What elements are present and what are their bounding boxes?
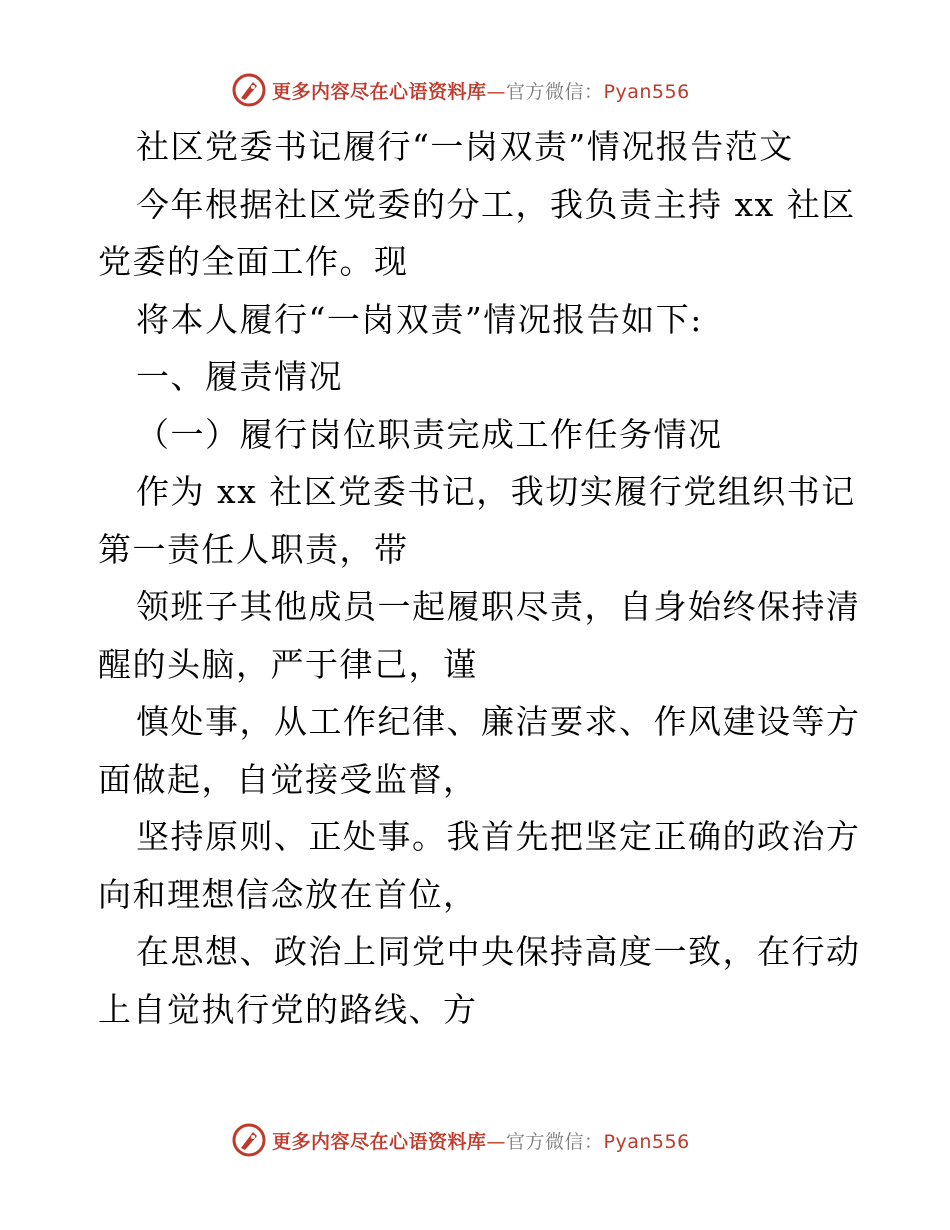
banner-separator: — (486, 1130, 507, 1153)
subsection-heading: （一）履行岗位职责完成工作任务情况 (136, 414, 723, 454)
banner-wechat-id: Pyan556 (603, 1130, 690, 1153)
header-watermark-banner (232, 70, 690, 110)
paragraph-line: 今年根据社区党委的分工，我负责主持 xx 社区 (136, 184, 856, 224)
paragraph-line: 领班子其他成员一起履职尽责，自身始终保持清 (136, 587, 861, 626)
paragraph-line: 党委的全面工作。现 (98, 242, 409, 281)
banner-wechat-id: Pyan556 (603, 80, 690, 103)
document-title: 社区党委书记履行“一岗双责”情况报告范文 (136, 127, 794, 166)
paragraph-line: 第一责任人职责，带 (98, 529, 409, 569)
paragraph-line: 上自觉执行党的路线、方 (98, 989, 478, 1029)
banner-separator: — (486, 80, 507, 103)
footer-watermark-banner (232, 1120, 690, 1160)
banner-label: 官方微信： (506, 1130, 604, 1153)
paragraph-line: 面做起，自觉接受监督， (98, 759, 478, 799)
paragraph-line: 坚持原则、正处事。我首先把坚定正确的政治方 (136, 817, 861, 856)
paragraph-line: 慎处事，从工作纪律、廉洁要求、作风建设等方 (136, 702, 861, 741)
section-heading: 一、履责情况 (136, 357, 343, 396)
pen-nib-logo-icon (232, 1123, 266, 1157)
paragraph-line: 在思想、政治上同党中央保持高度一致，在行动 (136, 932, 861, 971)
paragraph-line: 将本人履行“一岗双责”情况报告如下: (136, 299, 703, 339)
paragraph-line: 向和理想信念放在首位， (98, 874, 478, 914)
banner-label: 官方微信： (506, 80, 604, 103)
paragraph-line: 作为 xx 社区党委书记，我切实履行党组织书记 (136, 472, 856, 511)
pen-nib-logo-icon (232, 73, 266, 107)
banner-main-text: 更多内容尽在心语资料库 (272, 80, 487, 103)
banner-main-text: 更多内容尽在心语资料库 (272, 1130, 487, 1153)
document-body (98, 118, 861, 1038)
paragraph-line: 醒的头脑，严于律己，谨 (98, 644, 478, 684)
